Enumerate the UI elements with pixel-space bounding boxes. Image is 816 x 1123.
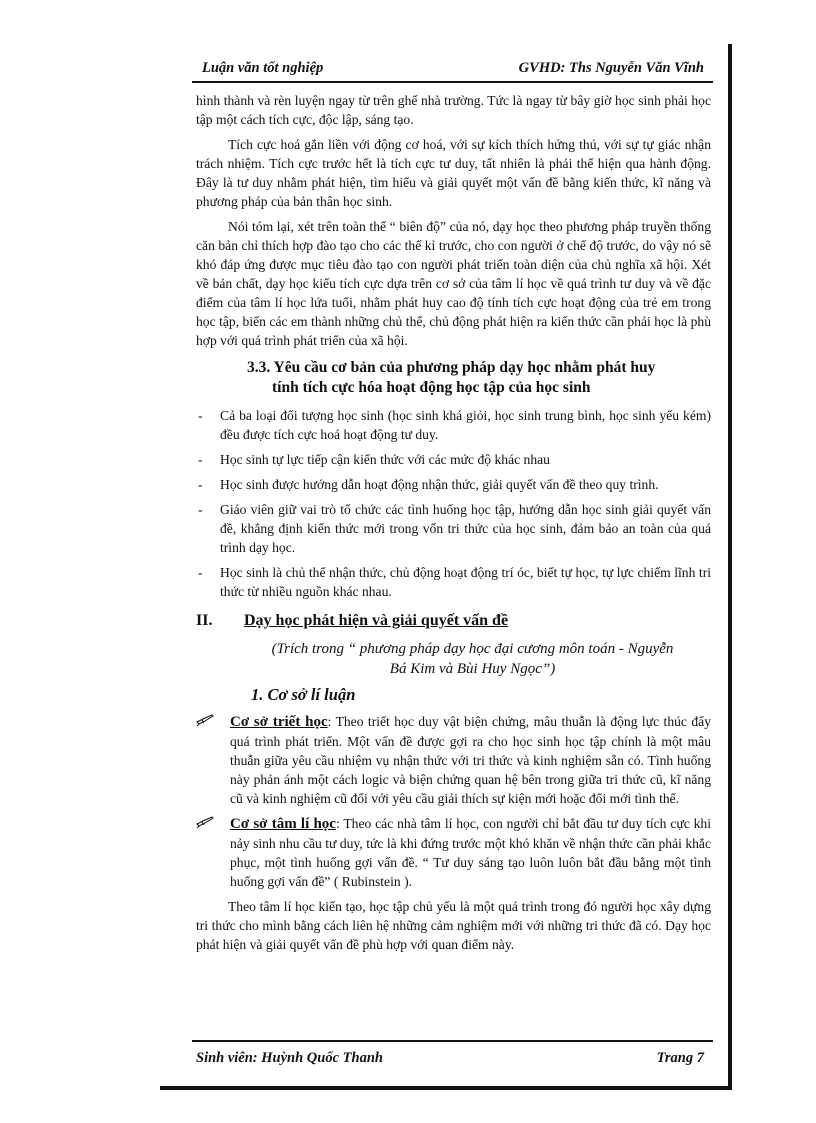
footer-rule [192, 1040, 713, 1042]
paragraph: Nói tóm lại, xét trên toàn thể “ biên độ” của nó, dạy học theo phương pháp truyền thống căn bản chỉ thích hợp đào tạo cho các thế kỉ trước, cho con người ở chế độ trước, do vậy nó sẽ khó đáp ứng được mục tiêu đào tạo con người phát triển toàn diện của chủ nghĩa xã hội. Xét về bản chất, dạy học kiểu tích cực dựa trên cơ sở của tâm lí học về quá trình tư duy và về đặc điểm của tâm lí học lứa tuổi, nhằm phát huy cao độ tính tích cực hoạt động của trẻ em trong học tập, biến các em thành những chủ thể, chủ động phát hiện ra kiến thức cần phải học là phù hợp với quá trình phát triển của xã hội. [196, 219, 711, 348]
bullet-philosophy [196, 712, 711, 808]
section-heading-3-3: 3.3. Yêu cầu cơ bản của phương pháp dạy học nhằm phát huy tính tích cực hóa hoạt động học tập của học sinh [247, 359, 656, 396]
bullet-label: Cơ sở tâm lí học [230, 816, 336, 832]
subsection-heading: 1. Cơ sở lí luận [251, 685, 356, 704]
list-item: - Học sinh là chủ thể nhận thức, chủ động hoạt động trí óc, biết tự học, tự lực chiếm lĩnh tri thức từ nhiều nguồn khác nhau. [198, 565, 711, 599]
citation: (Trích trong “ phương pháp dạy học đại cương môn toán - Nguyễn Bá Kim và Bùi Huy Ngọc”) [271, 641, 674, 677]
paragraph: hình thành và rèn luyện ngay từ trên ghế nhà trường. Tức là ngay từ bây giờ học sinh phải học tập một cách tích cực, độc lập, sáng tạo. [196, 93, 711, 127]
requirements-list [196, 406, 711, 601]
dash-marker: - [198, 408, 203, 423]
bullet-psychology [196, 814, 711, 891]
list-item: - Học sinh tự lực tiếp cận kiến thức với các mức độ khác nhau [198, 452, 550, 467]
dash-marker: - [198, 477, 203, 492]
list-item: - Giáo viên giữ vai trò tổ chức các tình huống học tập, hướng dẫn học sinh giải quyết vấn đề, khẳng định kiến thức mới trong vốn tri thức của học sinh, đảm bảo an toàn của quá trình dạy học. [198, 502, 711, 555]
section-title: Dạy học phát hiện và giải quyết vấn đề [244, 612, 509, 629]
writing-hand-icon [196, 815, 214, 829]
writing-hand-icon [196, 713, 214, 727]
header-advisor: GVHD: Ths Nguyễn Văn Vĩnh [518, 60, 704, 76]
list-item: - Học sinh được hướng dẫn hoạt động nhận thức, giải quyết vấn đề theo quy trình. [198, 477, 659, 492]
header-rule [192, 81, 713, 83]
paragraph: Theo tâm lí học kiến tạo, học tập chủ yếu là một quá trình trong đó người học xây dựng tri thức cho mình bằng cách liên hệ những cảm nghiệm mới với những tri thức đã có. Dạy học phát hiện và giải quyết vấn đề phù hợp với quan điểm này. [196, 899, 711, 952]
bullet-text: : Theo triết học duy vật biện chứng, mâu thuẫn là động lực thúc đẩy quá trình phát triển. Một vấn đề được gợi ra cho học sinh học tập chính là một mâu thuẫn giữa yêu cầu nhiệm vụ nhận thức với tri thức và kinh nghiệm sẵn có. Tình huống này phản ánh một cách logic và biện chứng quan hệ bên trong giữa tri thức cũ, kĩ năng cũ và kinh nghiệm cũ đối với yêu cầu giải thích sự kiện mới hoặc đổi mới tình thế. [230, 714, 711, 806]
bullet-label: Cơ sở triết học [230, 714, 328, 730]
paragraph: Tích cực hoá gắn liền với động cơ hoá, với sự kích thích hứng thú, với sự tự giác nhận trách nhiệm. Tích cực trước hết là tích cực tư duy, tất nhiên là phải thể hiện qua hành động. Đây là tư duy nhằm phát hiện, tìm hiểu và giải quyết một vấn đề bằng kiến thức, kĩ năng và phương pháp của bản thân học sinh. [196, 137, 711, 209]
section-number: II. [196, 612, 213, 629]
page-number: Trang 7 [656, 1050, 704, 1066]
section-heading-ii [196, 611, 711, 633]
page-header [192, 58, 712, 80]
list-item: - Cả ba loại đối tượng học sinh (học sinh khá giỏi, học sinh trung bình, học sinh yếu kém) đều được tích cực hoá hoạt động tư duy. [198, 408, 711, 442]
dash-marker: - [198, 502, 203, 517]
bullet-text: : Theo các nhà tâm lí học, con người chỉ bắt đầu tư duy tích cực khi nảy sinh nhu cầu tư duy, tức là khi đứng trước một khó khăn về nhận thức cần phải khắc phục, một tình huống gợi vấn đề. “ Tư duy sáng tạo luôn luôn bắt đầu bằng một tình huống gợi vấn đề” ( Rubinstein ). [230, 816, 712, 889]
header-thesis-title: Luận văn tốt nghiệp [202, 60, 324, 76]
footer-student: Sinh viên: Huỳnh Quốc Thanh [196, 1050, 383, 1066]
dash-marker: - [198, 565, 203, 580]
page-content [196, 91, 711, 954]
dash-marker: - [198, 452, 203, 467]
